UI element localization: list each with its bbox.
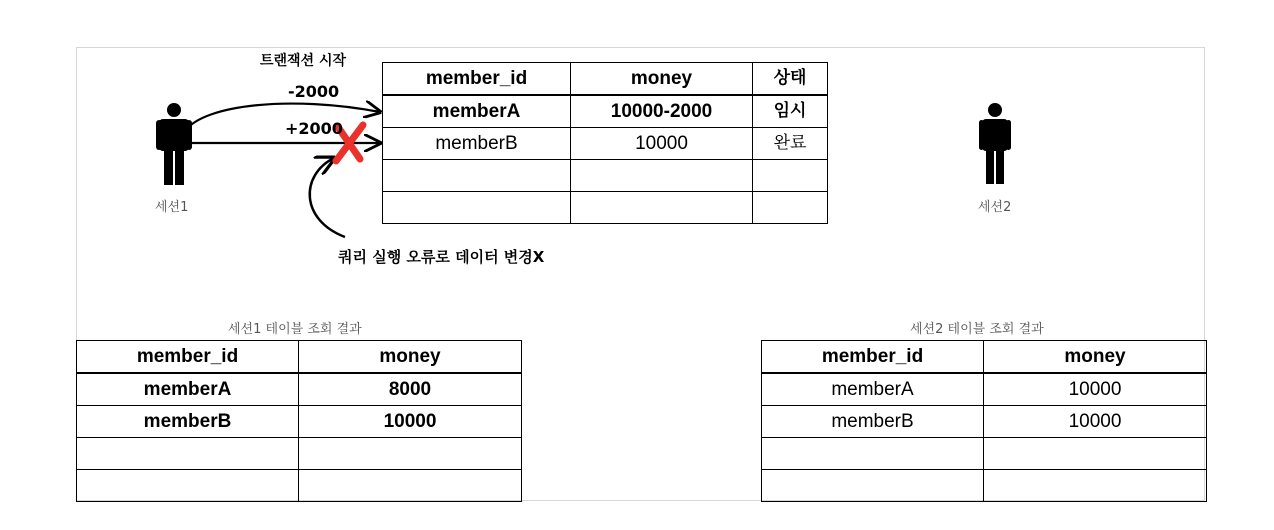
table-cell: memberB	[77, 406, 299, 438]
header-cell: member_id	[383, 63, 571, 96]
table-cell	[762, 470, 984, 502]
table-cell	[571, 192, 753, 224]
table-header-row	[77, 341, 522, 374]
table-cell	[762, 438, 984, 470]
table-cell	[753, 192, 828, 224]
table-row	[77, 406, 522, 438]
minus-2000-label: -2000	[288, 82, 340, 101]
table-row	[762, 470, 1207, 502]
arrow-minus-2000	[186, 104, 380, 130]
session2-result-table	[761, 340, 1207, 502]
table-cell: memberA	[762, 373, 984, 406]
table-row	[762, 438, 1207, 470]
table-cell: memberA	[383, 95, 571, 128]
plus-2000-label: +2000	[285, 119, 343, 138]
table-cell	[383, 192, 571, 224]
table-cell: 10000-2000	[571, 95, 753, 128]
session1-result-caption: 세션1 테이블 조회 결과	[228, 322, 362, 337]
header-cell: 상태	[753, 63, 828, 96]
table-cell: 임시	[753, 95, 828, 128]
table-row	[383, 160, 828, 192]
main-table	[382, 62, 828, 224]
session1-result-table	[76, 340, 522, 502]
table-header-row	[383, 63, 828, 96]
table-cell: 10000	[984, 406, 1207, 438]
error-note: 쿼리 실행 오류로 데이터 변경X	[338, 248, 545, 266]
arrow-error-note	[310, 158, 345, 237]
table-cell: memberB	[383, 128, 571, 160]
table-cell	[571, 160, 753, 192]
table-cell: 10000	[984, 373, 1207, 406]
table-cell: 8000	[299, 373, 522, 406]
table-row	[762, 406, 1207, 438]
header-cell: member_id	[77, 341, 299, 374]
table-cell: 10000	[571, 128, 753, 160]
table-row	[762, 373, 1207, 406]
table-cell	[299, 470, 522, 502]
table-cell: 완료	[753, 128, 828, 160]
table-cell: memberA	[77, 373, 299, 406]
table-cell	[383, 160, 571, 192]
table-cell: 10000	[299, 406, 522, 438]
header-cell: money	[984, 341, 1207, 374]
table-row	[383, 192, 828, 224]
session1-label: 세션1	[155, 200, 189, 215]
table-cell	[984, 438, 1207, 470]
table-row	[77, 373, 522, 406]
table-cell	[77, 470, 299, 502]
header-cell: member_id	[762, 341, 984, 374]
header-cell: money	[299, 341, 522, 374]
table-cell: memberB	[762, 406, 984, 438]
transaction-start-label: 트랜잭션 시작	[260, 53, 347, 69]
table-header-row	[762, 341, 1207, 374]
table-cell	[984, 470, 1207, 502]
table-row	[77, 470, 522, 502]
header-cell: money	[571, 63, 753, 96]
table-cell	[77, 438, 299, 470]
table-row	[77, 438, 522, 470]
table-row	[383, 95, 828, 128]
table-cell	[299, 438, 522, 470]
table-row	[383, 128, 828, 160]
session2-label: 세션2	[978, 200, 1012, 215]
session2-result-caption: 세션2 테이블 조회 결과	[910, 322, 1044, 337]
table-cell	[753, 160, 828, 192]
